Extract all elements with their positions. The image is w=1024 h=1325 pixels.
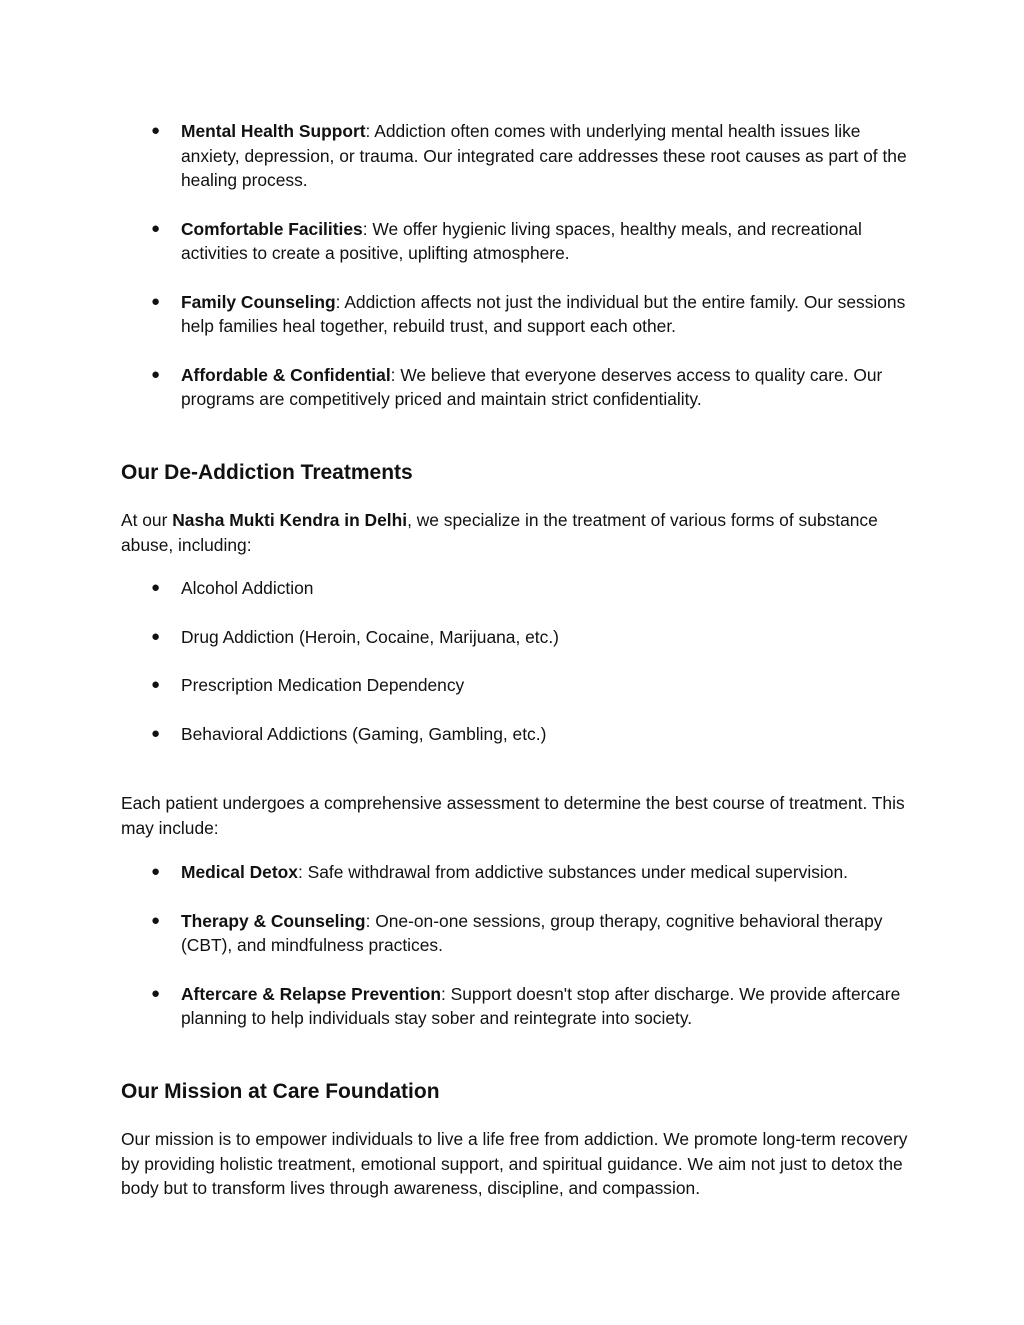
method-item-detox: [151, 860, 911, 885]
bullet-icon: ●: [151, 984, 161, 1002]
feature-item-affordable: [151, 363, 911, 412]
addiction-type-item: [151, 576, 911, 601]
addiction-type-label: Alcohol Addiction: [181, 578, 314, 598]
mission-heading: Our Mission at Care Foundation: [121, 1080, 440, 1103]
feature-title: Affordable & Confidential: [181, 364, 391, 385]
treatments-heading: Our De-Addiction Treatments: [121, 461, 413, 484]
bullet-icon: ●: [151, 863, 161, 880]
feature-item-family-counseling: [151, 290, 911, 339]
addiction-type-label: Drug Addiction (Heroin, Cocaine, Marijuana, etc.): [181, 626, 559, 647]
method-text: : Safe withdrawal from addictive substances under medical supervision.: [297, 862, 848, 882]
feature-title: Family Counseling: [181, 291, 336, 312]
bullet-icon: ●: [151, 676, 161, 693]
mission-paragraph: Our mission is to empower individuals to live a life free from addiction. We promote long-term recovery by providing holistic treatment, emotional support, and spiritual guidance. We aim not just to detox the body but to transform lives through awareness, discipline, and compassion.: [121, 1129, 908, 1198]
intro-bold-text: Nasha Mukti Kendra in Delhi: [172, 510, 408, 530]
method-item-therapy: [151, 909, 911, 958]
treatments-intro: [121, 508, 911, 557]
bullet-icon: ●: [151, 365, 161, 383]
feature-text: : Addiction affects not just the individual but the entire family. Our sessions help families heal together, rebuild trust, and support each other.: [181, 291, 906, 336]
method-text: : Support doesn't stop after discharge. We provide aftercare planning to help individuals stay sober and reintegrate into society.: [181, 983, 901, 1028]
feature-text: : Addiction often comes with underlying mental health issues like anxiety, depression, or trauma. Our integrated care addresses these root causes as part of the healing process.: [181, 121, 907, 190]
feature-text: : We offer hygienic living spaces, healthy meals, and recreational activities to create a positive, uplifting atmosphere.: [181, 218, 862, 263]
addiction-type-item: [151, 722, 911, 747]
feature-title: Mental Health Support: [181, 121, 366, 141]
bullet-icon: ●: [151, 122, 161, 139]
addiction-type-label: Prescription Medication Dependency: [181, 675, 465, 695]
assessment-paragraph: Each patient undergoes a comprehensive assessment to determine the best course of treatment. This may include:: [121, 793, 905, 838]
method-text: : One-on-one sessions, group therapy, cognitive behavioral therapy (CBT), and mindfulness practices.: [181, 910, 883, 955]
feature-item-mental-health: [151, 119, 911, 193]
method-title: Therapy & Counseling: [181, 910, 366, 931]
feature-text: : We believe that everyone deserves access to quality care. Our programs are competitively priced and maintain strict confidentiality.: [181, 364, 883, 409]
features-list: [151, 119, 911, 412]
method-title: Medical Detox: [181, 862, 298, 882]
method-title: Aftercare & Relapse Prevention: [181, 983, 441, 1004]
method-item-aftercare: [151, 982, 911, 1031]
bullet-icon: ●: [151, 627, 161, 645]
feature-item-facilities: [151, 217, 911, 266]
bullet-icon: ●: [151, 292, 161, 310]
bullet-icon: ●: [151, 219, 161, 237]
addiction-types-list: [151, 576, 911, 746]
bullet-icon: ●: [151, 911, 161, 929]
addiction-type-item: [151, 673, 911, 698]
feature-title: Comfortable Facilities: [181, 218, 363, 239]
bullet-icon: ●: [151, 724, 161, 742]
addiction-type-item: [151, 625, 911, 650]
bullet-icon: ●: [151, 579, 161, 596]
treatment-methods-list: [151, 860, 911, 1031]
intro-text-end: , we specialize in the treatment of various forms of substance abuse, including:: [121, 510, 878, 555]
addiction-type-label: Behavioral Addictions (Gaming, Gambling, etc.): [181, 723, 547, 744]
intro-text-start: At our: [121, 510, 173, 530]
